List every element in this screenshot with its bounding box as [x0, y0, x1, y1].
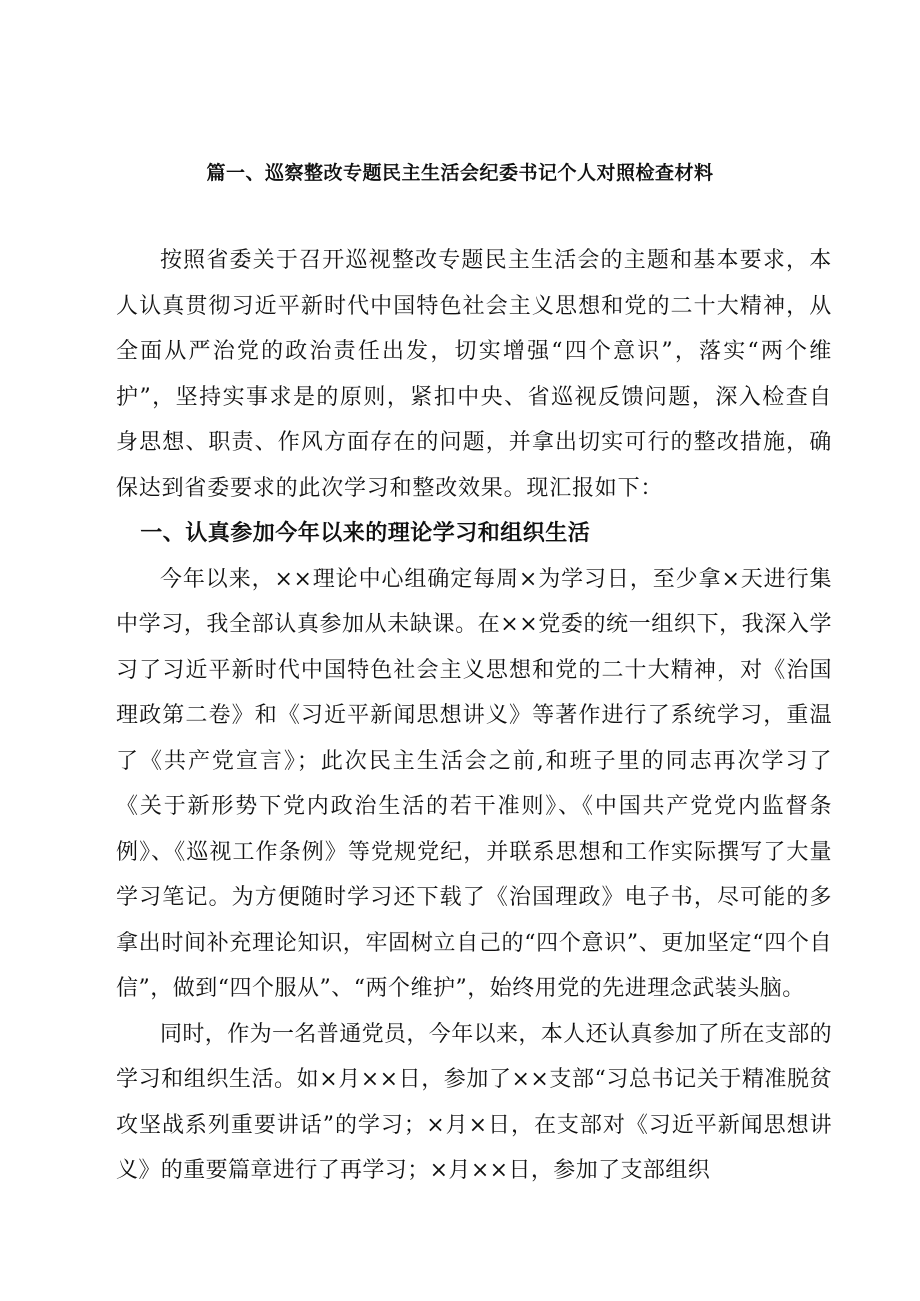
document-body [116, 238, 832, 1194]
document-title: 篇一、巡察整改专题民主生活会纪委书记个人对照检查材料 [206, 162, 714, 184]
intro-paragraph: 按照省委关于召开巡视整改专题民主生活会的主题和基本要求，本人认真贯彻习近平新时代中国特色社会主义思想和党的二十大精神，从全面从严治党的政治责任出发，切实增强“四个意识”，落实“两个维护”，坚持实事求是的原则，紧扣中央、省巡视反馈问题，深入检查自身思想、职责、作风方面存在的问题，并拿出切实可行的整改措施，确保达到省委要求的此次学习和整改效果。现汇报如下： [116, 248, 832, 501]
section-paragraph-1: 今年以来，××理论中心组确定每周×为学习日，至少拿×天进行集中学习，我全部认真参加从未缺课。在××党委的统一组织下，我深入学习了习近平新时代中国特色社会主义思想和党的二十大精神，对《治国理政第二卷》和《习近平新闻思想讲义》等著作进行了系统学习，重温了《共产党宣言》；此次民主生活会之前,和班子里的同志再次学习了《关于新形势下党内政治生活的若干准则》、《中国共产党党内监督条例》、《巡视工作条例》等党规党纪，并联系思想和工作实际撰写了大量学习笔记。为方便随时学习还下载了《治国理政》电子书，尽可能的多拿出时间补充理论知识，牢固树立自己的“四个意识”、更加坚定“四个自信”，做到“四个服从”、“两个维护”，始终用党的先进理念武装头脑。 [116, 566, 832, 1001]
section-heading: 一、认真参加今年以来的理论学习和组织生活 [140, 521, 591, 546]
section-paragraph-2: 同时，作为一名普通党员，今年以来，本人还认真参加了所在支部的学习和组织生活。如×月××日，参加了××支部“习总书记关于精准脱贫攻坚战系列重要讲话”的学习；×月×日，在支部对《习近平新闻思想讲义》的重要篇章进行了再学习；×月××日，参加了支部组织 [116, 1021, 833, 1183]
